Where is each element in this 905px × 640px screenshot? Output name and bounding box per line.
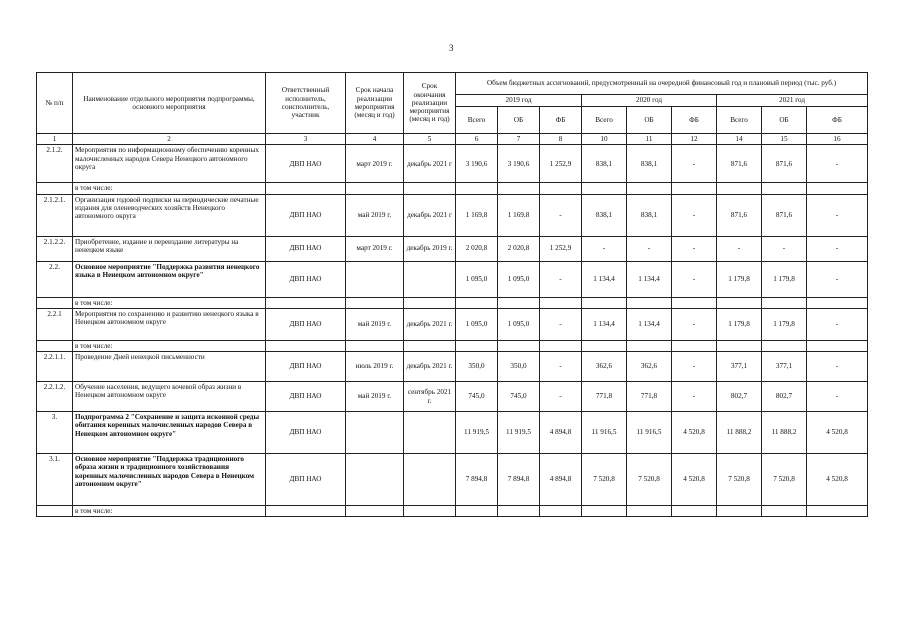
empty-cell (717, 506, 762, 517)
row-end-date: декабрь 2021 г (404, 145, 456, 183)
row-value: - (540, 352, 582, 382)
row-value: 1 134,4 (627, 261, 672, 297)
empty-cell (346, 506, 404, 517)
column-index: 12 (672, 134, 717, 145)
row-start-date: май 2019 г. (346, 194, 404, 236)
header-sub: ОБ (498, 107, 540, 134)
empty-cell (456, 183, 498, 194)
row-number: 2.1.2. (37, 145, 73, 183)
row-value: 802,7 (717, 382, 762, 412)
row-number: 3. (37, 412, 73, 454)
row-value: 1 179,8 (717, 261, 762, 297)
empty-cell (627, 297, 672, 308)
row-name: Основное мероприятие "Поддержка развития ненецкого языка в Ненецком автономном округе" (73, 261, 266, 297)
row-end-date (404, 454, 456, 506)
column-index: 14 (717, 134, 762, 145)
table-row (37, 261, 868, 297)
empty-cell (672, 506, 717, 517)
row-value: 4 520,8 (672, 412, 717, 454)
empty-cell (498, 297, 540, 308)
header-year-2020: 2020 год (582, 95, 717, 107)
row-responsible: ДВП НАО (266, 236, 346, 261)
row-value: 11 919,5 (498, 412, 540, 454)
empty-cell (807, 340, 868, 351)
row-value: 1 179,8 (717, 308, 762, 340)
table-row (37, 308, 868, 340)
in-that-number-label: в том числе: (73, 340, 266, 351)
row-number: 2.2.1.1. (37, 352, 73, 382)
row-value: 7 894,8 (456, 454, 498, 506)
column-index: 11 (627, 134, 672, 145)
empty-cell (762, 297, 807, 308)
empty-cell (582, 297, 627, 308)
row-value: 1 179,8 (762, 308, 807, 340)
row-name: Мероприятия по сохранению и развитию ненецкого языка в Ненецком автономном округе (73, 308, 266, 340)
row-value: 771,8 (627, 382, 672, 412)
empty-cell (404, 340, 456, 351)
empty-cell (456, 506, 498, 517)
row-value: 11 888,2 (717, 412, 762, 454)
row-responsible: ДВП НАО (266, 352, 346, 382)
empty-cell (807, 297, 868, 308)
in-that-number-label: в том числе: (73, 183, 266, 194)
column-index: 5 (404, 134, 456, 145)
empty-cell (498, 506, 540, 517)
row-value: 377,1 (762, 352, 807, 382)
empty-cell (346, 297, 404, 308)
empty-cell (266, 340, 346, 351)
row-value: 2 020,8 (456, 236, 498, 261)
row-value: - (807, 261, 868, 297)
column-index: 4 (346, 134, 404, 145)
empty-cell (37, 297, 73, 308)
table-row (37, 352, 868, 382)
row-name: Организация годовой подписки на периодические печатные издания для оленеводческих хозяйств Ненецкого автономного округа (73, 194, 266, 236)
row-start-date (346, 454, 404, 506)
row-value: 1 169,8 (498, 194, 540, 236)
row-responsible: ДВП НАО (266, 145, 346, 183)
row-value: 1 095,0 (498, 261, 540, 297)
row-value: 11 916,5 (627, 412, 672, 454)
header-sub: ОБ (627, 107, 672, 134)
row-value: 838,1 (582, 145, 627, 183)
header-sub: Всего (456, 107, 498, 134)
subtotal-label-row (37, 297, 868, 308)
row-value: 7 520,8 (717, 454, 762, 506)
row-value: 7 520,8 (627, 454, 672, 506)
row-end-date (404, 261, 456, 297)
row-value: 11 888,2 (762, 412, 807, 454)
empty-cell (672, 183, 717, 194)
row-value: - (627, 236, 672, 261)
row-responsible: ДВП НАО (266, 308, 346, 340)
column-index: 16 (807, 134, 868, 145)
row-value: 7 520,8 (582, 454, 627, 506)
empty-cell (762, 340, 807, 351)
row-value: 4 520,8 (672, 454, 717, 506)
row-end-date: декабрь 2021 г. (404, 352, 456, 382)
row-value: - (540, 261, 582, 297)
row-value: 11 916,5 (582, 412, 627, 454)
row-value: - (672, 194, 717, 236)
header-year-2021: 2021 год (717, 95, 868, 107)
row-value: 1 169,8 (456, 194, 498, 236)
row-value: 1 095,0 (456, 261, 498, 297)
column-index: 7 (498, 134, 540, 145)
empty-cell (717, 340, 762, 351)
row-value: 7 520,8 (762, 454, 807, 506)
row-value: 3 190,6 (456, 145, 498, 183)
row-value: - (672, 236, 717, 261)
empty-cell (404, 183, 456, 194)
row-value: - (672, 145, 717, 183)
row-start-date: март 2019 г. (346, 145, 404, 183)
row-value: 362,6 (627, 352, 672, 382)
row-value: - (672, 308, 717, 340)
table-row (37, 382, 868, 412)
empty-cell (37, 506, 73, 517)
empty-cell (582, 506, 627, 517)
row-value: 1 134,4 (582, 308, 627, 340)
row-value: 871,6 (717, 145, 762, 183)
row-start-date (346, 261, 404, 297)
row-value: 871,6 (762, 194, 807, 236)
row-value: 1 134,4 (582, 261, 627, 297)
row-name: Подпрограмма 2 "Сохранение и защита исконной среды обитания коренных малочисленных народов Севера в Ненецком автономном округе" (73, 412, 266, 454)
row-value: 1 095,0 (456, 308, 498, 340)
row-value: 871,6 (717, 194, 762, 236)
row-name: Основное мероприятие "Поддержка традиционного образа жизни и традиционного хозяйствования коренных малочисленных народов Севера в Ненецком автономном округе" (73, 454, 266, 506)
row-number: 2.2.1.2. (37, 382, 73, 412)
table-row (37, 236, 868, 261)
row-value: - (807, 194, 868, 236)
in-that-number-label: в том числе: (73, 506, 266, 517)
empty-cell (498, 340, 540, 351)
empty-cell (627, 506, 672, 517)
row-value: - (807, 236, 868, 261)
row-value: 350,0 (498, 352, 540, 382)
empty-cell (266, 183, 346, 194)
column-index: 8 (540, 134, 582, 145)
row-value: - (582, 236, 627, 261)
row-responsible: ДВП НАО (266, 454, 346, 506)
empty-cell (404, 506, 456, 517)
row-value: - (672, 352, 717, 382)
row-responsible: ДВП НАО (266, 382, 346, 412)
row-name: Проведение Дней ненецкой письменности (73, 352, 266, 382)
table-body (37, 145, 868, 517)
header-num: № п/п (37, 73, 73, 134)
row-end-date: декабрь 2019 г. (404, 236, 456, 261)
row-value: 1 252,9 (540, 236, 582, 261)
empty-cell (582, 340, 627, 351)
row-start-date: март 2019 г. (346, 236, 404, 261)
row-value: - (807, 382, 868, 412)
row-value: 871,6 (762, 145, 807, 183)
row-name: Мероприятия по информационному обеспечению коренных малочисленных народов Севера Ненецкого автономного округа (73, 145, 266, 183)
header-sub: Всего (717, 107, 762, 134)
row-start-date: май 2019 г. (346, 382, 404, 412)
header-name: Наименование отдельного мероприятия подпрограммы, основного мероприятия (73, 73, 266, 134)
header-year-2019: 2019 год (456, 95, 582, 107)
row-value: - (762, 236, 807, 261)
row-start-date (346, 412, 404, 454)
column-index: 10 (582, 134, 627, 145)
row-value: 838,1 (627, 194, 672, 236)
row-value: 7 894,8 (498, 454, 540, 506)
row-responsible: ДВП НАО (266, 412, 346, 454)
header-sub: ОБ (762, 107, 807, 134)
header-resp: Ответственный исполнитель, соисполнитель, участник (266, 73, 346, 134)
row-name: Приобретение, издание и переиздание литературы на ненецком языке (73, 236, 266, 261)
row-value: 745,0 (498, 382, 540, 412)
row-end-date: декабрь 2021 г (404, 194, 456, 236)
budget-table (36, 72, 868, 517)
row-value: 1 134,4 (627, 308, 672, 340)
subtotal-label-row (37, 183, 868, 194)
row-value: - (807, 308, 868, 340)
empty-cell (37, 183, 73, 194)
empty-cell (540, 506, 582, 517)
empty-cell (346, 340, 404, 351)
row-end-date: декабрь 2021 г. (404, 308, 456, 340)
empty-cell (627, 340, 672, 351)
row-value: - (540, 194, 582, 236)
row-responsible: ДВП НАО (266, 261, 346, 297)
empty-cell (672, 340, 717, 351)
row-value: 4 894,8 (540, 412, 582, 454)
column-index: 2 (73, 134, 266, 145)
header-end: Срок окончания реализации мероприятия (месяц и год) (404, 73, 456, 134)
row-value: 1 179,8 (762, 261, 807, 297)
empty-cell (266, 297, 346, 308)
empty-cell (540, 297, 582, 308)
row-value: 838,1 (582, 194, 627, 236)
row-value: 377,1 (717, 352, 762, 382)
row-value: - (807, 145, 868, 183)
row-end-date (404, 412, 456, 454)
row-value: 771,8 (582, 382, 627, 412)
header-sub: ФБ (540, 107, 582, 134)
row-number: 3.1. (37, 454, 73, 506)
row-value: 3 190,6 (498, 145, 540, 183)
row-responsible: ДВП НАО (266, 194, 346, 236)
row-value: 362,6 (582, 352, 627, 382)
row-number: 2.2. (37, 261, 73, 297)
header-sub: Всего (582, 107, 627, 134)
empty-cell (627, 183, 672, 194)
empty-cell (456, 297, 498, 308)
column-index: 3 (266, 134, 346, 145)
row-value: 350,0 (456, 352, 498, 382)
row-value: 4 894,8 (540, 454, 582, 506)
table-row (37, 412, 868, 454)
empty-cell (37, 340, 73, 351)
row-name: Обучение населения, ведущего кочевой образ жизни в Ненецком автономном округе (73, 382, 266, 412)
header-budget: Объем бюджетных ассигнований, предусмотренный на очередной финансовый год и плановый период (тыс. руб.) (456, 73, 868, 95)
row-start-date: май 2019 г. (346, 308, 404, 340)
empty-cell (346, 183, 404, 194)
column-index: 1 (37, 134, 73, 145)
empty-cell (582, 183, 627, 194)
row-value: - (540, 382, 582, 412)
empty-cell (404, 297, 456, 308)
empty-cell (672, 297, 717, 308)
row-value: - (672, 382, 717, 412)
empty-cell (266, 506, 346, 517)
row-value: 838,1 (627, 145, 672, 183)
row-value: - (717, 236, 762, 261)
row-value: 4 520,8 (807, 412, 868, 454)
row-value: 2 020,8 (498, 236, 540, 261)
row-start-date: июль 2019 г. (346, 352, 404, 382)
empty-cell (807, 506, 868, 517)
row-end-date: сентябрь 2021 г. (404, 382, 456, 412)
header-sub: ФБ (672, 107, 717, 134)
empty-cell (762, 183, 807, 194)
empty-cell (717, 297, 762, 308)
page-number: 3 (449, 43, 454, 53)
row-number: 2.1.2.1. (37, 194, 73, 236)
header-start: Срок начала реализации мероприятия (месяц и год) (346, 73, 404, 134)
header-sub: ФБ (807, 107, 868, 134)
row-number: 2.2.1 (37, 308, 73, 340)
in-that-number-label: в том числе: (73, 297, 266, 308)
column-index-row (37, 134, 868, 145)
column-index: 6 (456, 134, 498, 145)
row-value: - (807, 352, 868, 382)
row-value: 11 919,5 (456, 412, 498, 454)
table-row (37, 145, 868, 183)
row-number: 2.1.2.2. (37, 236, 73, 261)
row-value: 802,7 (762, 382, 807, 412)
empty-cell (456, 340, 498, 351)
row-value: 1 095,0 (498, 308, 540, 340)
table-row (37, 194, 868, 236)
empty-cell (498, 183, 540, 194)
empty-cell (717, 183, 762, 194)
table-row (37, 454, 868, 506)
column-index: 15 (762, 134, 807, 145)
empty-cell (807, 183, 868, 194)
row-value: - (540, 308, 582, 340)
row-value: 1 252,9 (540, 145, 582, 183)
empty-cell (540, 340, 582, 351)
subtotal-label-row (37, 506, 868, 517)
empty-cell (762, 506, 807, 517)
row-value: - (672, 261, 717, 297)
subtotal-label-row (37, 340, 868, 351)
row-value: 745,0 (456, 382, 498, 412)
empty-cell (540, 183, 582, 194)
row-value: 4 520,8 (807, 454, 868, 506)
